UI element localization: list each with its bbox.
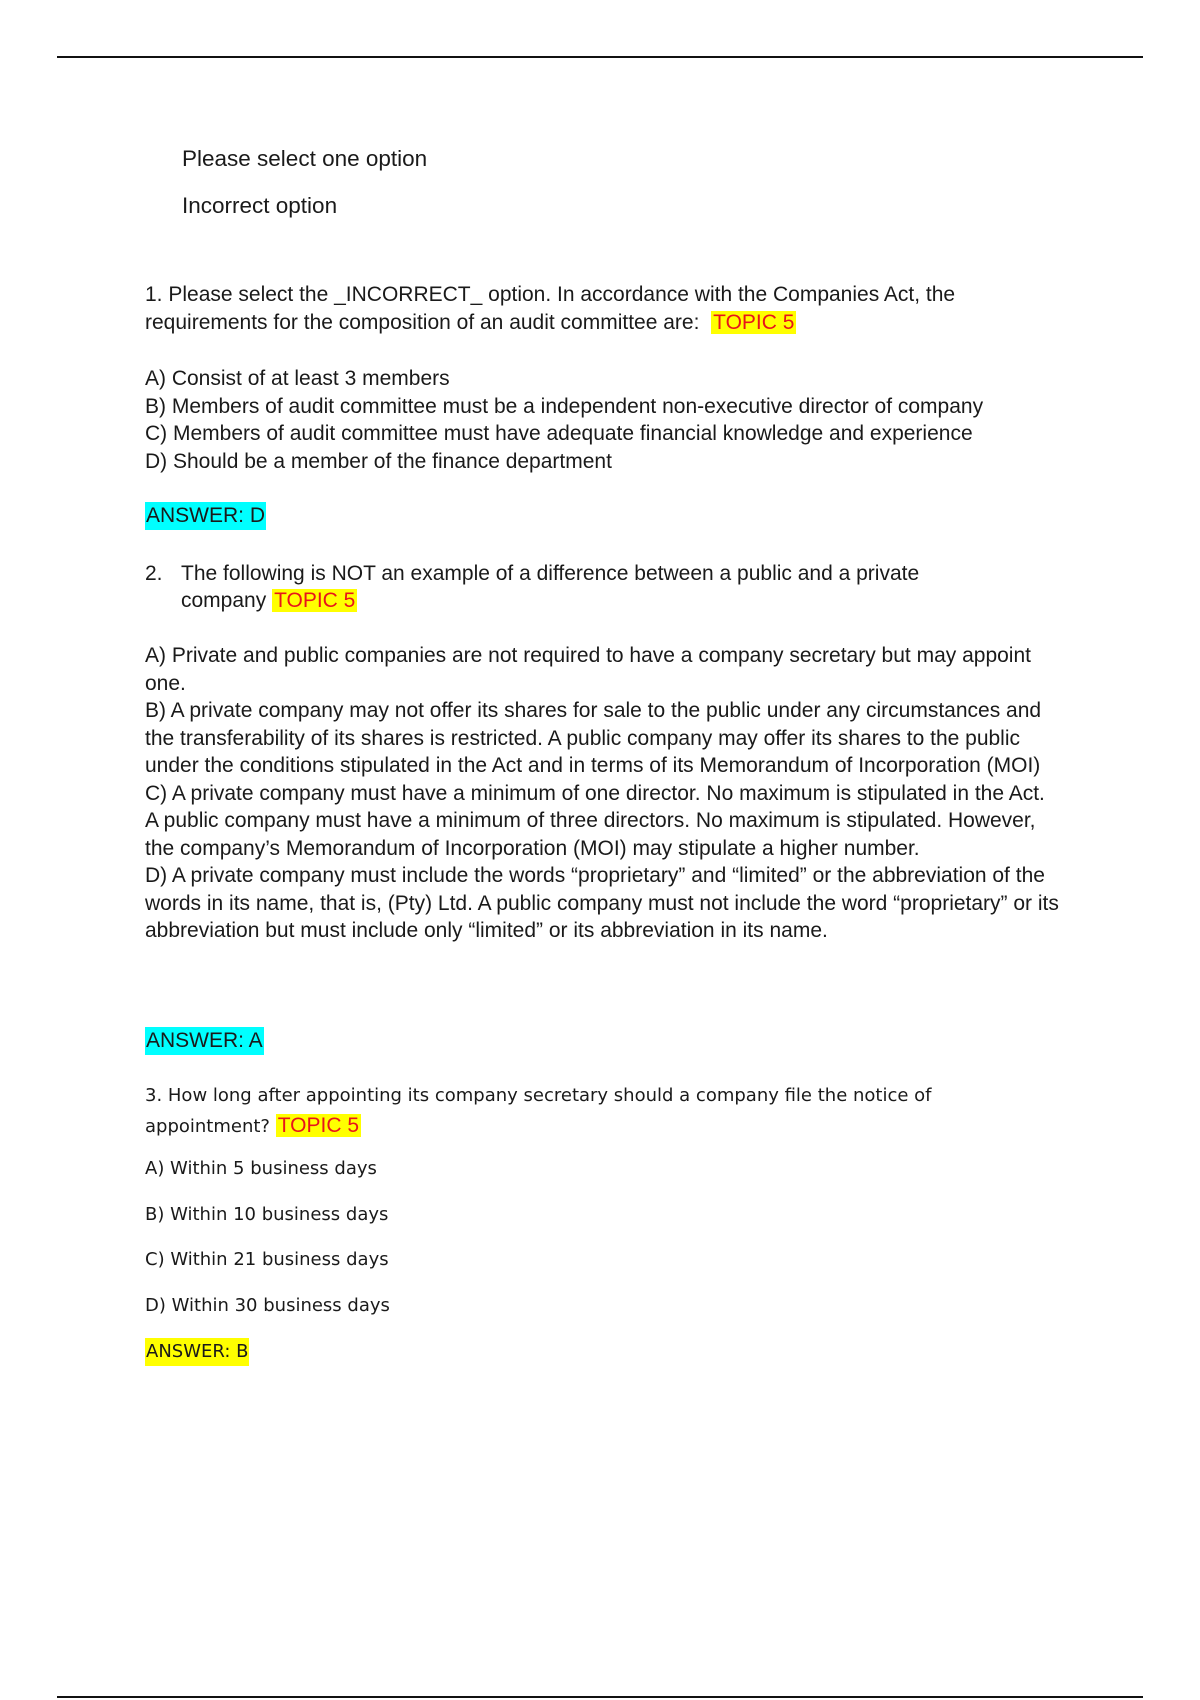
option-d: D) A private company must include the words “proprietary” and “limited” or the abbreviation of the words in its name, that is, (Pty) Ltd. A public company must not include the word “proprietary” or its abbreviation but must include only “limited” or its abbreviation in its name. — [145, 864, 1059, 942]
topic-badge: TOPIC 5 — [713, 311, 795, 334]
option-d: D) Should be a member of the finance department — [145, 449, 612, 473]
answer-2: ANSWER: A — [145, 1027, 264, 1055]
question-1-options — [145, 365, 1075, 475]
intro-line-2: Incorrect option — [182, 193, 338, 218]
answer-1: ANSWER: D — [145, 502, 266, 530]
option-c: C) Members of audit committee must have adequate financial knowledge and experience — [145, 422, 973, 445]
question-3-line-2: appointment? — [145, 1116, 270, 1137]
option-b: B) Members of audit committee must be a independent non-executive director of company — [145, 394, 984, 418]
option-b: B) A private company may not offer its shares for sale to the public under any circumstances and the transferability of its shares is restricted. A public company may offer its shares to the public under the conditions stipulated in the Act and in terms of its Memorandum of Incorporation (MOI) — [145, 699, 1042, 777]
question-2-line-1: The following is NOT an example of a difference between a public and a private — [181, 562, 920, 585]
question-2-line-2: company — [181, 589, 267, 612]
question-3-line-1: 3. How long after appointing its company secretary should a company file the notice of — [145, 1085, 932, 1106]
option-a: A) Consist of at least 3 members — [145, 367, 450, 390]
top-rule — [57, 56, 1143, 58]
option-d: D) Within 30 business days — [145, 1295, 390, 1316]
question-1-line-1: 1. Please select the _INCORRECT_ option. In accordance with the Companies Act, the — [145, 283, 956, 306]
question-2-number: 2. — [145, 562, 163, 585]
option-c: C) A private company must have a minimum of one director. No maximum is stipulated in the Act. A public company must have a minimum of three directors. No maximum is stipulated. However, the company’s Memorandum of Incorporation (MOI) may stipulate a higher number. — [145, 781, 1045, 860]
bottom-rule — [57, 1696, 1143, 1698]
option-a: A) Private and public companies are not required to have a company secretary but may appoint one. — [145, 644, 1031, 695]
answer-3: ANSWER: B — [145, 1338, 249, 1366]
intro-line-1: Please select one option — [182, 146, 428, 171]
question-2-text — [145, 560, 1045, 614]
option-c: C) Within 21 business days — [145, 1249, 389, 1270]
question-1-line-2 — [145, 309, 1075, 337]
question-1-text — [145, 281, 1075, 337]
question-2-options — [145, 642, 1060, 945]
question-3-text — [145, 1081, 1045, 1142]
topic-badge: TOPIC 5 — [277, 1114, 360, 1137]
question-1-line-2-text: requirements for the composition of an audit committee are: — [145, 311, 700, 334]
topic-badge: TOPIC 5 — [274, 589, 356, 612]
option-b: B) Within 10 business days — [145, 1204, 389, 1225]
option-a: A) Within 5 business days — [145, 1158, 377, 1179]
